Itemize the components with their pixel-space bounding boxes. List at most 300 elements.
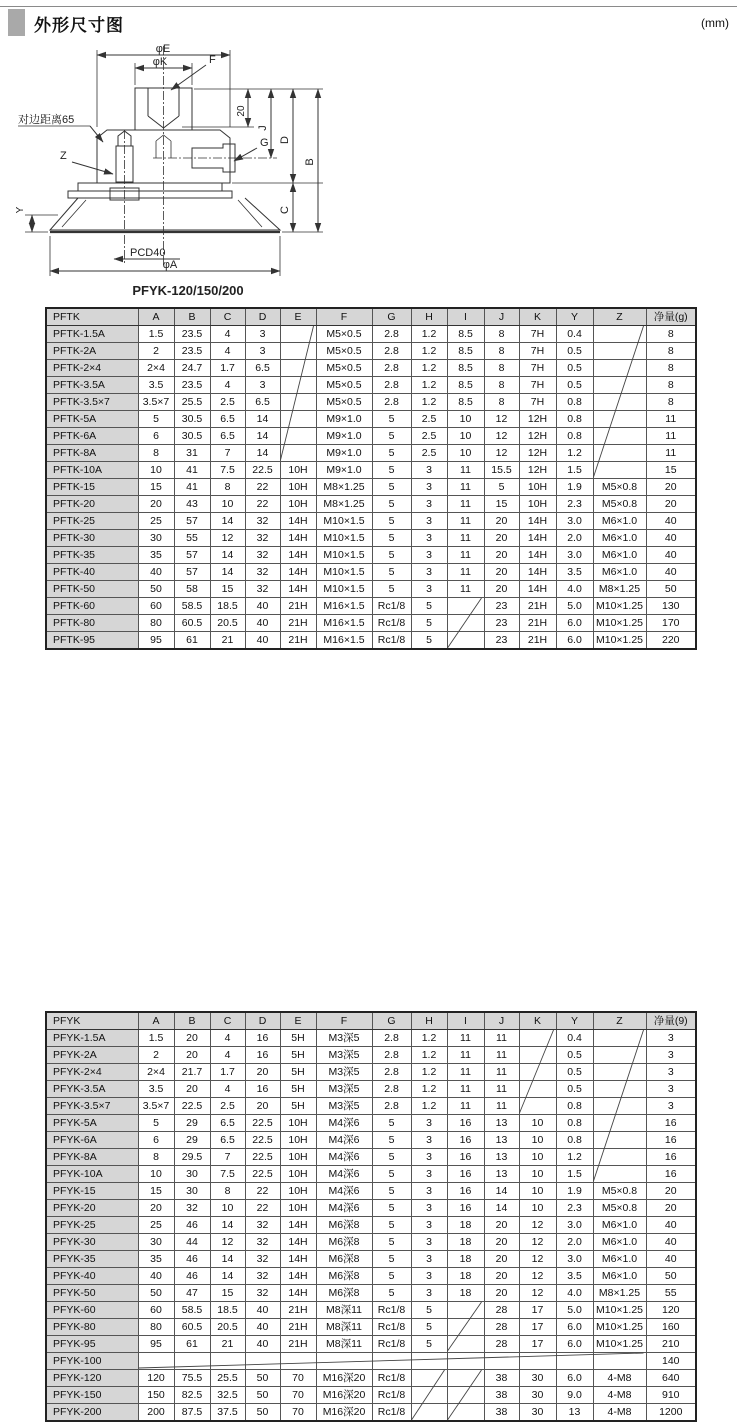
value-cell: 21H: [280, 1319, 316, 1336]
column-header-A: A: [138, 308, 174, 326]
value-cell: M16深20: [316, 1387, 372, 1404]
dim-label-d: D: [279, 136, 291, 144]
model-name-cell: PFTK-3.5×7: [46, 394, 138, 411]
value-cell: 14: [210, 564, 245, 581]
table-row: [46, 445, 696, 462]
value-cell: 3: [411, 1132, 447, 1149]
model-name-cell: PFTK-3.5A: [46, 377, 138, 394]
value-cell: [411, 1370, 447, 1387]
value-cell: 21H: [280, 632, 316, 650]
value-cell: 2.3: [556, 496, 593, 513]
value-cell: 910: [646, 1387, 696, 1404]
value-cell: 3: [245, 326, 280, 343]
value-cell: [593, 326, 646, 343]
value-cell: 8: [646, 360, 696, 377]
value-cell: 3: [411, 1115, 447, 1132]
value-cell: 21H: [280, 1302, 316, 1319]
dim-label-y: Y: [15, 206, 26, 214]
value-cell: 3: [646, 1064, 696, 1081]
value-cell: 0.5: [556, 1081, 593, 1098]
value-cell: M16×1.5: [316, 632, 372, 650]
value-cell: 10H: [280, 496, 316, 513]
value-cell: M8×1.25: [316, 479, 372, 496]
column-header-B: B: [174, 308, 210, 326]
column-header-F: F: [316, 1012, 372, 1030]
value-cell: 18: [447, 1234, 484, 1251]
value-cell: 640: [646, 1370, 696, 1387]
value-cell: 17: [519, 1336, 556, 1353]
value-cell: 5H: [280, 1081, 316, 1098]
value-cell: 29.5: [174, 1149, 210, 1166]
value-cell: M10×1.5: [316, 547, 372, 564]
column-header-H: H: [411, 308, 447, 326]
value-cell: [519, 1047, 556, 1064]
value-cell: 4: [210, 1030, 245, 1047]
value-cell: 8: [646, 326, 696, 343]
model-name-cell: PFYK-10A: [46, 1166, 138, 1183]
value-cell: 13: [484, 1149, 519, 1166]
leader-z: [72, 162, 113, 174]
model-name-cell: PFTK-8A: [46, 445, 138, 462]
value-cell: 20: [138, 1200, 174, 1217]
value-cell: 10H: [280, 1200, 316, 1217]
value-cell: M10×1.25: [593, 615, 646, 632]
model-name-cell: PFYK-150: [46, 1387, 138, 1404]
column-header-K: K: [519, 1012, 556, 1030]
model-name-cell: PFTK-95: [46, 632, 138, 650]
model-name-cell: PFTK-20: [46, 496, 138, 513]
value-cell: 1.2: [411, 1030, 447, 1047]
value-cell: 8: [484, 326, 519, 343]
value-cell: 75.5: [174, 1370, 210, 1387]
value-cell: 20: [484, 530, 519, 547]
value-cell: [593, 1132, 646, 1149]
value-cell: M10×1.5: [316, 581, 372, 598]
value-cell: 6.5: [210, 1115, 245, 1132]
value-cell: [593, 377, 646, 394]
value-cell: 0.5: [556, 343, 593, 360]
value-cell: 58: [174, 581, 210, 598]
value-cell: 10H: [519, 496, 556, 513]
value-cell: 21.7: [174, 1064, 210, 1081]
value-cell: 50: [245, 1370, 280, 1387]
drawing-caption: PFYK-120/150/200: [132, 283, 244, 298]
value-cell: 3: [411, 1234, 447, 1251]
value-cell: 40: [245, 615, 280, 632]
value-cell: 8: [210, 479, 245, 496]
value-cell: 12H: [519, 445, 556, 462]
value-cell: 2.8: [372, 1098, 411, 1115]
value-cell: 1.9: [556, 1183, 593, 1200]
model-name-cell: PFYK-25: [46, 1217, 138, 1234]
value-cell: 2.8: [372, 1030, 411, 1047]
value-cell: 3: [411, 479, 447, 496]
value-cell: M5×0.5: [316, 394, 372, 411]
value-cell: 10: [519, 1132, 556, 1149]
value-cell: 8.5: [447, 343, 484, 360]
column-header-E: E: [280, 308, 316, 326]
value-cell: 20: [646, 479, 696, 496]
value-cell: 28: [484, 1319, 519, 1336]
value-cell: 16: [447, 1149, 484, 1166]
table-row: [46, 1387, 696, 1404]
value-cell: [519, 1064, 556, 1081]
value-cell: 10: [447, 411, 484, 428]
value-cell: 2.8: [372, 1064, 411, 1081]
column-header-C: C: [210, 1012, 245, 1030]
value-cell: M5×0.8: [593, 1183, 646, 1200]
value-cell: 32: [245, 1268, 280, 1285]
value-cell: 3: [646, 1047, 696, 1064]
value-cell: 10: [519, 1183, 556, 1200]
table-row: [46, 1098, 696, 1115]
value-cell: 14H: [519, 547, 556, 564]
value-cell: 30: [138, 1234, 174, 1251]
value-cell: 11: [447, 1081, 484, 1098]
value-cell: 1.2: [411, 1064, 447, 1081]
value-cell: 150: [138, 1387, 174, 1404]
value-cell: 2.8: [372, 326, 411, 343]
value-cell: M10×1.25: [593, 1302, 646, 1319]
value-cell: 3: [411, 462, 447, 479]
value-cell: [280, 343, 316, 360]
value-cell: 28: [484, 1336, 519, 1353]
value-cell: 22: [245, 496, 280, 513]
value-cell: 3.0: [556, 1217, 593, 1234]
value-cell: 14: [245, 411, 280, 428]
value-cell: 14: [245, 445, 280, 462]
value-cell: 2.5: [411, 428, 447, 445]
value-cell: M6×1.0: [593, 1217, 646, 1234]
value-cell: 3: [411, 1251, 447, 1268]
model-name-cell: PFTK-80: [46, 615, 138, 632]
value-cell: M8×1.25: [316, 496, 372, 513]
value-cell: 170: [646, 615, 696, 632]
value-cell: [245, 1353, 280, 1370]
model-name-cell: PFYK-40: [46, 1268, 138, 1285]
value-cell: [447, 1319, 484, 1336]
value-cell: 57: [174, 564, 210, 581]
table-row: [46, 1115, 696, 1132]
unit-note: (mm): [701, 16, 729, 30]
value-cell: 17: [519, 1302, 556, 1319]
value-cell: 5: [372, 462, 411, 479]
value-cell: 11: [484, 1081, 519, 1098]
value-cell: 31: [174, 445, 210, 462]
table-row: [46, 1166, 696, 1183]
value-cell: 120: [646, 1302, 696, 1319]
value-cell: 7H: [519, 326, 556, 343]
value-cell: 16: [447, 1166, 484, 1183]
value-cell: 60: [138, 1302, 174, 1319]
value-cell: [447, 1353, 484, 1370]
value-cell: 5: [372, 1251, 411, 1268]
value-cell: 14: [210, 1217, 245, 1234]
value-cell: M6×1.0: [593, 564, 646, 581]
model-name-cell: PFYK-6A: [46, 1132, 138, 1149]
value-cell: 2.8: [372, 1081, 411, 1098]
value-cell: 50: [646, 581, 696, 598]
value-cell: M4深6: [316, 1183, 372, 1200]
value-cell: M5×0.8: [593, 496, 646, 513]
value-cell: 5: [411, 1302, 447, 1319]
value-cell: 3.0: [556, 1251, 593, 1268]
value-cell: 14H: [280, 547, 316, 564]
value-cell: 5: [372, 411, 411, 428]
value-cell: 12: [519, 1251, 556, 1268]
value-cell: 60.5: [174, 615, 210, 632]
value-cell: 10: [447, 445, 484, 462]
value-cell: 2.0: [556, 530, 593, 547]
column-header-I: I: [447, 1012, 484, 1030]
value-cell: M9×1.0: [316, 428, 372, 445]
value-cell: 20: [484, 581, 519, 598]
table-row: [46, 547, 696, 564]
value-cell: 8: [210, 1183, 245, 1200]
value-cell: 3: [646, 1030, 696, 1047]
value-cell: [411, 1404, 447, 1422]
value-cell: 38: [484, 1404, 519, 1422]
value-cell: 210: [646, 1336, 696, 1353]
value-cell: 130: [646, 598, 696, 615]
value-cell: M6×1.0: [593, 1234, 646, 1251]
column-header-净量(g): 净量(g): [646, 308, 696, 326]
value-cell: 12H: [519, 411, 556, 428]
value-cell: 5: [411, 615, 447, 632]
column-header-净量(9): 净量(9): [646, 1012, 696, 1030]
value-cell: 6.5: [210, 411, 245, 428]
value-cell: M16×1.5: [316, 615, 372, 632]
value-cell: 11: [447, 1030, 484, 1047]
value-cell: 11: [484, 1098, 519, 1115]
value-cell: M10×1.25: [593, 1336, 646, 1353]
table-row: [46, 1132, 696, 1149]
value-cell: 10: [138, 462, 174, 479]
value-cell: 12: [519, 1285, 556, 1302]
value-cell: 5.0: [556, 1302, 593, 1319]
value-cell: 2.8: [372, 343, 411, 360]
value-cell: M6深8: [316, 1217, 372, 1234]
value-cell: 9.0: [556, 1387, 593, 1404]
table-row: [46, 1081, 696, 1098]
value-cell: [447, 1404, 484, 1422]
value-cell: 16: [646, 1149, 696, 1166]
value-cell: 11: [484, 1030, 519, 1047]
value-cell: 220: [646, 632, 696, 650]
value-cell: 8.5: [447, 377, 484, 394]
value-cell: 6.5: [210, 428, 245, 445]
value-cell: 5: [372, 564, 411, 581]
value-cell: 3.5: [138, 377, 174, 394]
value-cell: 40: [646, 513, 696, 530]
value-cell: [593, 1115, 646, 1132]
value-cell: 8: [646, 343, 696, 360]
value-cell: [593, 1081, 646, 1098]
value-cell: 8: [138, 1149, 174, 1166]
model-name-cell: PFTK-40: [46, 564, 138, 581]
pftk-dimension-table: [45, 307, 695, 650]
value-cell: 20: [174, 1030, 210, 1047]
value-cell: 16: [245, 1047, 280, 1064]
value-cell: 40: [245, 1336, 280, 1353]
value-cell: 30: [519, 1387, 556, 1404]
value-cell: 20.5: [210, 1319, 245, 1336]
value-cell: 32: [245, 564, 280, 581]
value-cell: [411, 1387, 447, 1404]
value-cell: 61: [174, 1336, 210, 1353]
value-cell: 38: [484, 1370, 519, 1387]
model-name-cell: PFYK-5A: [46, 1115, 138, 1132]
value-cell: 38: [484, 1387, 519, 1404]
pftk-table-grid: [45, 307, 697, 650]
value-cell: 6: [138, 1132, 174, 1149]
skirt-outline: [50, 198, 280, 230]
value-cell: 12: [519, 1268, 556, 1285]
value-cell: 16: [447, 1115, 484, 1132]
value-cell: 5: [411, 598, 447, 615]
value-cell: 20: [646, 496, 696, 513]
value-cell: 14H: [280, 1268, 316, 1285]
value-cell: 8.5: [447, 360, 484, 377]
value-cell: 41: [174, 462, 210, 479]
value-cell: 15: [138, 1183, 174, 1200]
value-cell: 15: [210, 1285, 245, 1302]
table-row: [46, 496, 696, 513]
model-name-cell: PFYK-200: [46, 1404, 138, 1422]
value-cell: 160: [646, 1319, 696, 1336]
value-cell: 3: [411, 530, 447, 547]
value-cell: [593, 1047, 646, 1064]
value-cell: 4: [210, 343, 245, 360]
column-header-C: C: [210, 308, 245, 326]
value-cell: 25: [138, 513, 174, 530]
value-cell: 6.5: [245, 360, 280, 377]
value-cell: 11: [447, 547, 484, 564]
value-cell: M5×0.5: [316, 326, 372, 343]
value-cell: 21H: [519, 598, 556, 615]
column-header-F: F: [316, 308, 372, 326]
value-cell: 2.8: [372, 377, 411, 394]
value-cell: 12: [210, 1234, 245, 1251]
value-cell: [519, 1030, 556, 1047]
value-cell: M10×1.25: [593, 632, 646, 650]
table-row: [46, 360, 696, 377]
value-cell: M5×0.8: [593, 1200, 646, 1217]
column-header-model: PFTK: [46, 308, 138, 326]
model-name-cell: PFTK-5A: [46, 411, 138, 428]
table-row: [46, 1064, 696, 1081]
value-cell: 40: [138, 1268, 174, 1285]
value-cell: 1.5: [138, 326, 174, 343]
value-cell: 10H: [519, 479, 556, 496]
value-cell: 20.5: [210, 615, 245, 632]
table-row: [46, 1200, 696, 1217]
label-flats: 对边距离65: [18, 114, 75, 126]
dim-label-phiE: φE: [155, 43, 171, 55]
value-cell: 3: [411, 1217, 447, 1234]
value-cell: 1.2: [556, 445, 593, 462]
table-row: [46, 513, 696, 530]
value-cell: [519, 1353, 556, 1370]
value-cell: 11: [447, 530, 484, 547]
table-row: [46, 1268, 696, 1285]
dim-label-c: C: [279, 206, 291, 214]
model-name-cell: PFTK-60: [46, 598, 138, 615]
value-cell: 57: [174, 513, 210, 530]
header-row: [46, 308, 696, 326]
value-cell: 3: [411, 1166, 447, 1183]
value-cell: [210, 1353, 245, 1370]
value-cell: 23: [484, 615, 519, 632]
value-cell: M6深8: [316, 1251, 372, 1268]
value-cell: 16: [447, 1132, 484, 1149]
value-cell: 1.5: [556, 462, 593, 479]
value-cell: 2.8: [372, 394, 411, 411]
value-cell: 14H: [519, 581, 556, 598]
value-cell: 11: [447, 462, 484, 479]
value-cell: M9×1.0: [316, 411, 372, 428]
table-row: [46, 1370, 696, 1387]
value-cell: [593, 1149, 646, 1166]
value-cell: Rc1/8: [372, 1336, 411, 1353]
value-cell: 10H: [280, 1166, 316, 1183]
value-cell: 47: [174, 1285, 210, 1302]
value-cell: 16: [447, 1183, 484, 1200]
value-cell: 5: [411, 632, 447, 650]
value-cell: 140: [646, 1353, 696, 1370]
value-cell: 1.2: [411, 1081, 447, 1098]
value-cell: 20: [138, 496, 174, 513]
value-cell: 0.5: [556, 1064, 593, 1081]
value-cell: 120: [138, 1370, 174, 1387]
value-cell: [280, 445, 316, 462]
value-cell: [174, 1353, 210, 1370]
value-cell: 22.5: [245, 1166, 280, 1183]
value-cell: M16深20: [316, 1404, 372, 1422]
value-cell: 13: [484, 1115, 519, 1132]
value-cell: 40: [245, 1302, 280, 1319]
column-header-A: A: [138, 1012, 174, 1030]
value-cell: Rc1/8: [372, 1404, 411, 1422]
value-cell: 15: [138, 479, 174, 496]
value-cell: 3: [646, 1098, 696, 1115]
value-cell: 5H: [280, 1098, 316, 1115]
model-name-cell: PFYK-100: [46, 1353, 138, 1370]
value-cell: 14H: [280, 1234, 316, 1251]
value-cell: 6.5: [210, 1132, 245, 1149]
value-cell: 22.5: [245, 1149, 280, 1166]
value-cell: 18: [447, 1268, 484, 1285]
value-cell: 0.5: [556, 1047, 593, 1064]
value-cell: 2×4: [138, 1064, 174, 1081]
value-cell: 14H: [519, 530, 556, 547]
value-cell: 30: [174, 1183, 210, 1200]
table-row: [46, 1302, 696, 1319]
dim-label-b: B: [304, 158, 316, 166]
label-pcd40: PCD40: [130, 247, 166, 259]
model-name-cell: PFTK-2×4: [46, 360, 138, 377]
value-cell: 60: [138, 598, 174, 615]
value-cell: 14H: [280, 513, 316, 530]
title-accent-block: [8, 9, 25, 36]
value-cell: 11: [646, 411, 696, 428]
value-cell: [280, 326, 316, 343]
model-name-cell: PFTK-6A: [46, 428, 138, 445]
value-cell: 80: [138, 615, 174, 632]
table-row: [46, 377, 696, 394]
value-cell: 32: [245, 530, 280, 547]
table-row: [46, 1183, 696, 1200]
